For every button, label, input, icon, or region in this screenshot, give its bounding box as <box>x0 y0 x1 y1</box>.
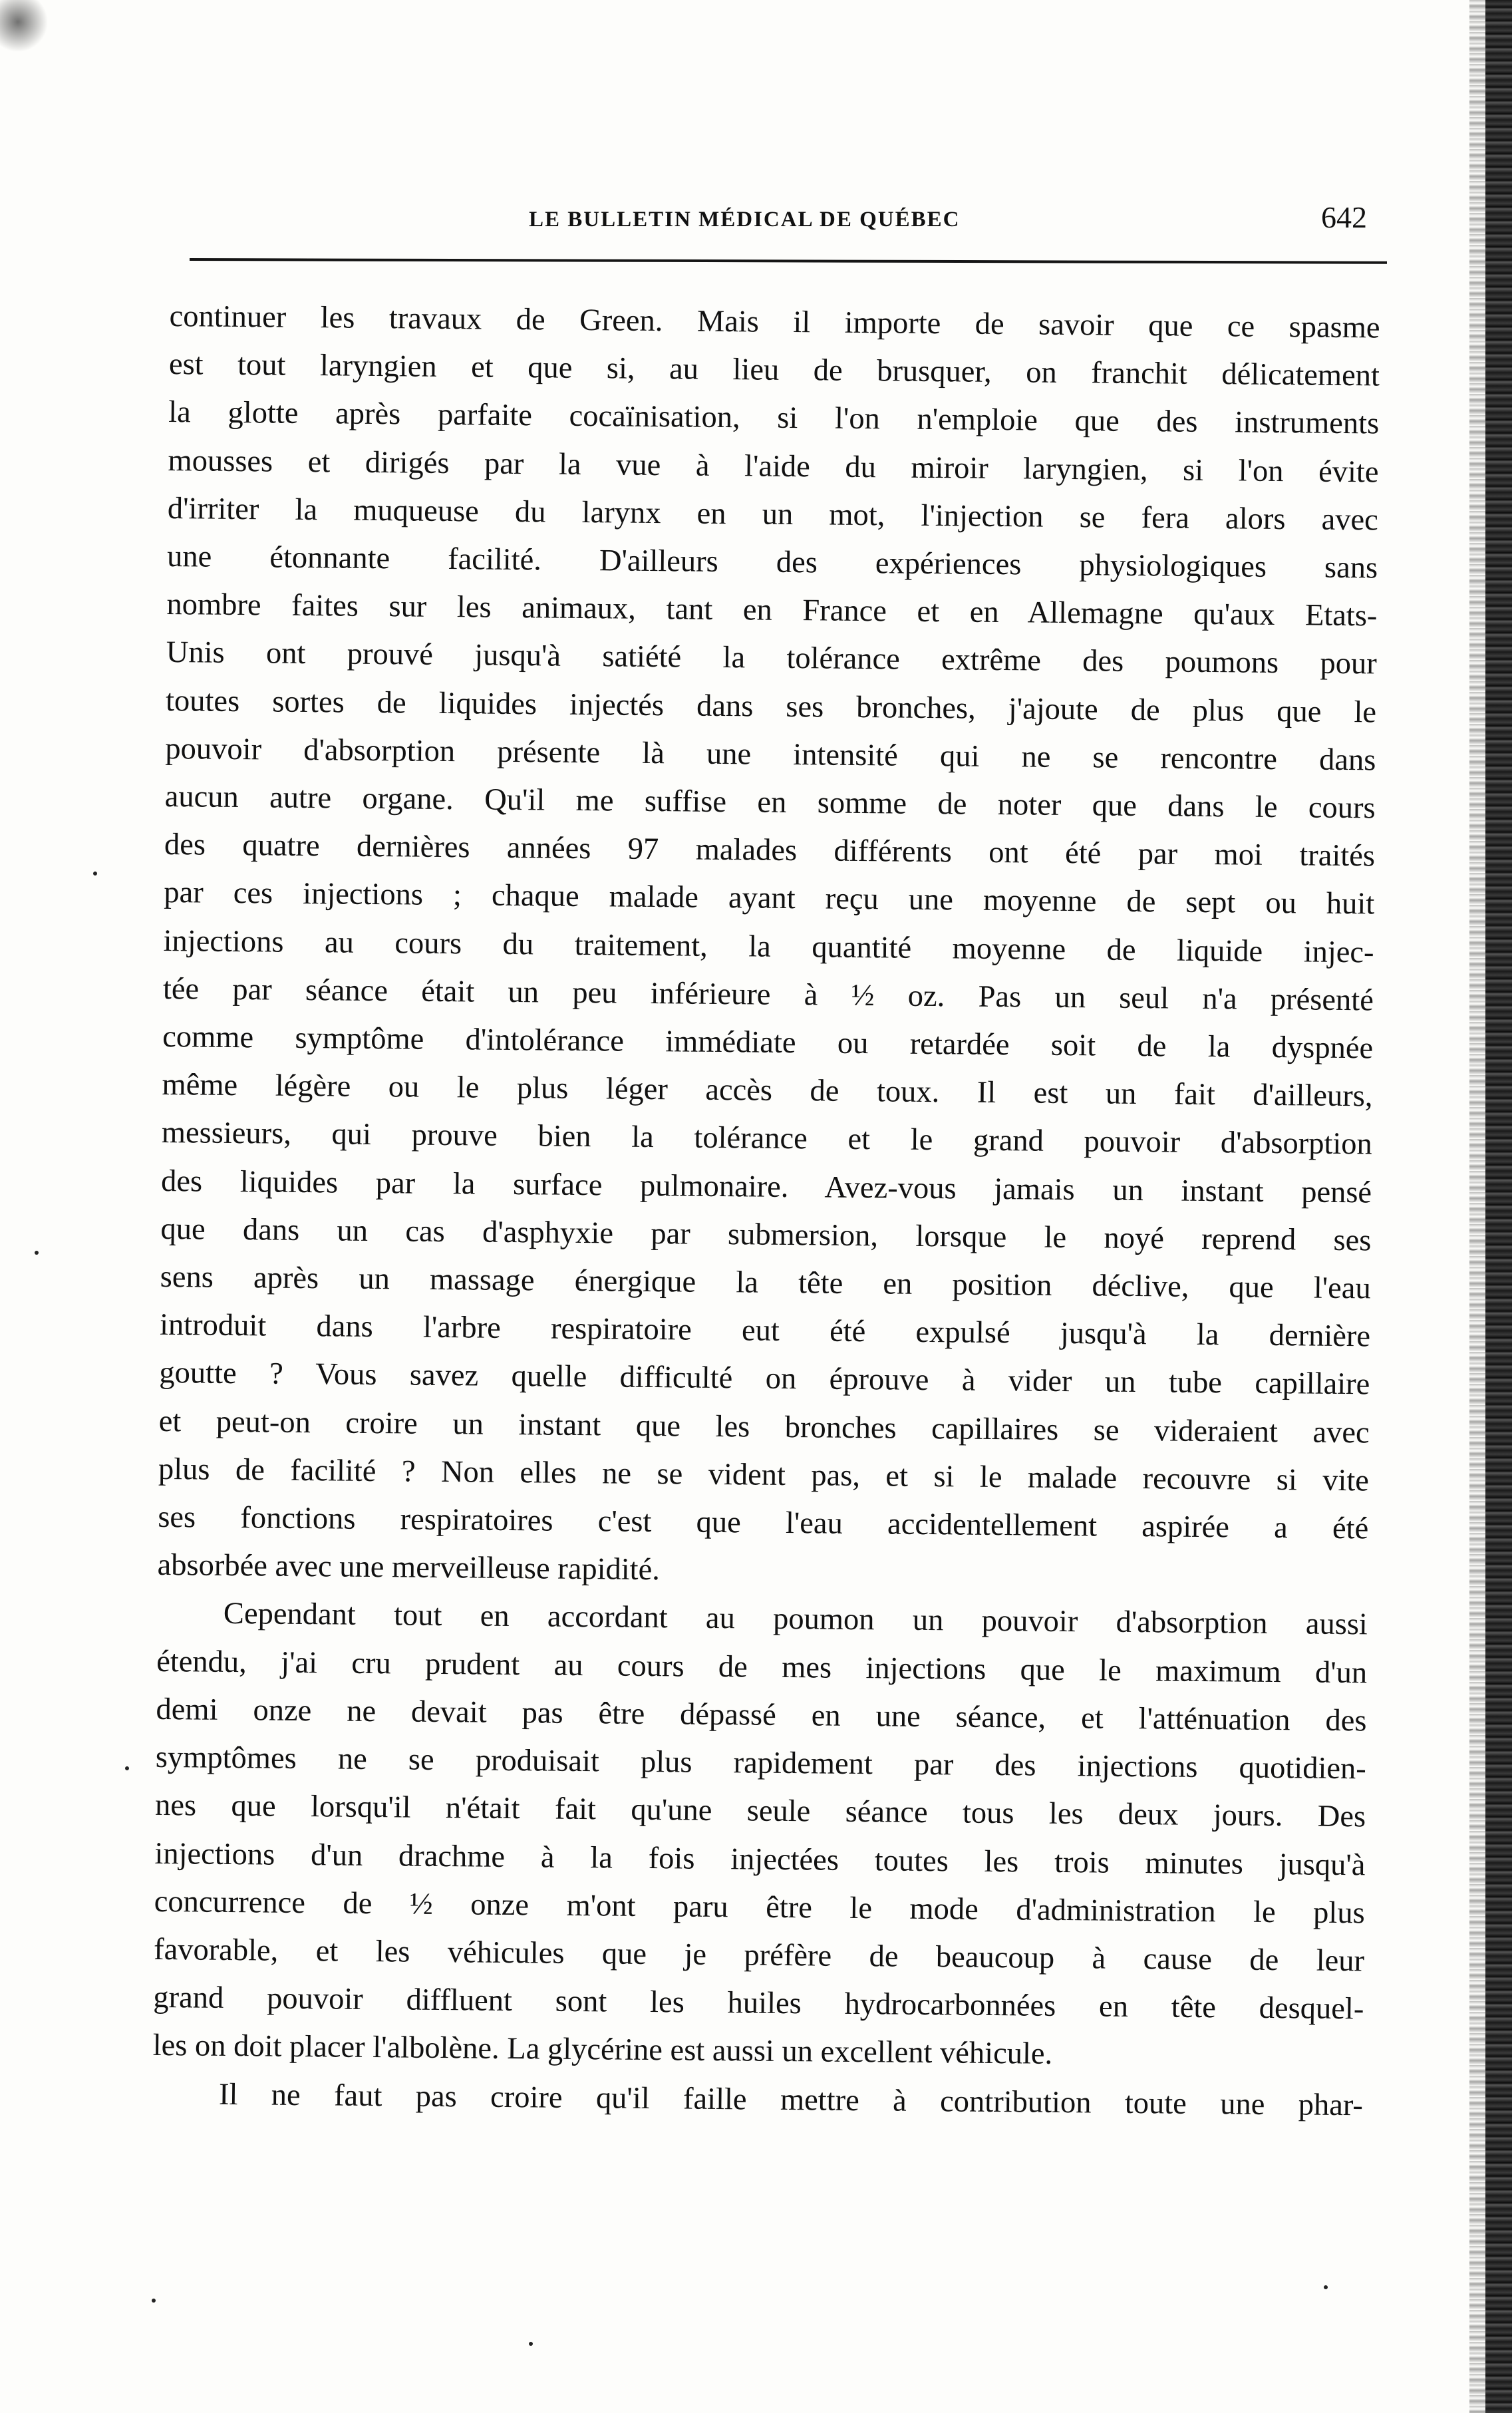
text-line: est tout laryngien et que si, au lieu de brusquer, on franchit délicatement <box>168 347 1380 393</box>
text-line: symptômes ne se produisait plus rapidement par des injections quotidien- <box>155 1740 1367 1786</box>
text-line: introduit dans l'arbre respiratoire eut été expulsé jusqu'à la dernière <box>159 1308 1371 1354</box>
header-rule <box>190 258 1387 264</box>
text-line: grand pouvoir diffluent sont les huiles hydrocarbonnées en tête desquel- <box>153 1980 1364 2026</box>
text-line: aucun autre organe. Qu'il me suffise en somme de noter que dans le cours <box>164 779 1376 826</box>
text-line: demi onze ne devait pas être dépassé en une séance, et l'atténuation des <box>156 1692 1367 1738</box>
text-line: des liquides par la surface pulmonaire. Avez-vous jamais un instant pensé <box>160 1164 1372 1210</box>
text-line: concurrence de ½ onze m'ont paru être le mode d'administration le plus <box>154 1884 1365 1931</box>
scan-edge-border <box>1485 0 1512 2413</box>
page-number: 642 <box>1321 200 1367 234</box>
text-line: goutte ? Vous savez quelle difficulté on éprouve à vider un tube capillaire <box>159 1356 1370 1402</box>
paragraph <box>152 1589 1368 2081</box>
text-line: nombre faites sur les animaux, tant en France et en Allemagne qu'aux Etats- <box>166 587 1378 633</box>
stray-mark <box>152 2299 156 2303</box>
text-line: sens après un massage énergique la tête en position déclive, que l'eau <box>160 1259 1371 1306</box>
text-line: tée par séance était un peu inférieure à ½ oz. Pas un seul n'a présenté <box>162 971 1374 1018</box>
stray-mark <box>93 872 97 876</box>
scan-speck <box>0 0 60 73</box>
text-line: pouvoir d'absorption présente là une intensité qui ne se rencontre dans <box>165 731 1376 778</box>
paragraph <box>157 293 1380 1601</box>
stray-mark <box>125 1766 129 1770</box>
text-line: favorable, et les véhicules que je préfère de beaucoup à cause de leur <box>153 1932 1365 1979</box>
stray-mark <box>35 1251 39 1255</box>
text-line: Unis ont prouvé jusqu'à satiété la tolérance extrême des poumons pour <box>166 635 1377 681</box>
text-line: par ces injections ; chaque malade ayant reçu une moyenne de sept ou huit <box>164 876 1375 921</box>
text-line: nes que lorsqu'il n'était fait qu'une seule séance tous les deux jours. Des <box>154 1788 1366 1834</box>
text-line: Cependant tout en accordant au poumon un pouvoir d'absorption aussi <box>223 1597 1368 1642</box>
text-line: une étonnante facilité. D'ailleurs des expériences physiologiques sans <box>166 539 1378 585</box>
text-line: Il ne faut pas croire qu'il faille mettre à contribution toute une phar- <box>218 2077 1364 2122</box>
text-line: ses fonctions respiratoires c'est que l'eau accidentellement aspirée a été <box>158 1500 1369 1546</box>
stray-mark <box>529 2342 533 2346</box>
text-line: étendu, j'ai cru prudent au cours de mes injections que le maximum d'un <box>156 1644 1368 1690</box>
page-header <box>190 200 1387 253</box>
text-line: mousses et dirigés par la vue à l'aide du miroir laryngien, si l'on évite <box>168 443 1379 490</box>
text-line: plus de facilité ? Non elles ne se vident pas, et si le malade recouvre si vite <box>158 1452 1370 1498</box>
running-head: LE BULLETIN MÉDICAL DE QUÉBEC <box>529 208 961 232</box>
text-line: même légère ou le plus léger accès de toux. Il est un fait d'ailleurs, <box>162 1068 1373 1114</box>
text-line: des quatre dernières années 97 malades différents ont été par moi traités <box>164 828 1376 874</box>
text-line: la glotte après parfaite cocaïnisation, si l'on n'emploie que des instruments <box>168 395 1380 441</box>
text-line: continuer les travaux de Green. Mais il importe de savoir que ce spasme <box>169 299 1380 345</box>
text-line: toutes sortes de liquides injectés dans ses bronches, j'ajoute de plus que le <box>165 683 1377 730</box>
text-line: que dans un cas d'asphyxie par submersion, lorsque le noyé reprend ses <box>160 1211 1372 1258</box>
text-line: injections au cours du traitement, la quantité moyenne de liquide injec- <box>163 923 1374 970</box>
text-line: absorbée avec une merveilleuse rapidité. <box>157 1548 661 1587</box>
body-text <box>152 293 1380 2130</box>
scan-edge-shadow <box>1469 0 1485 2413</box>
text-line: et peut-on croire un instant que les bronches capillaires se videraient avec <box>158 1404 1370 1450</box>
text-line: d'irriter la muqueuse du larynx en un mot, l'injection se fera alors avec <box>167 491 1379 538</box>
text-line: les on doit placer l'albolène. La glycérine est aussi un excellent véhicule. <box>152 2028 1053 2072</box>
stray-mark <box>1324 2285 1328 2289</box>
text-line: injections d'un drachme à la fois injectées toutes les trois minutes jusqu'à <box>154 1836 1366 1882</box>
text-line: messieurs, qui prouve bien la tolérance et le grand pouvoir d'absorption <box>161 1116 1373 1162</box>
text-line: comme symptôme d'intolérance immédiate ou retardée soit de la dyspnée <box>162 1019 1374 1066</box>
